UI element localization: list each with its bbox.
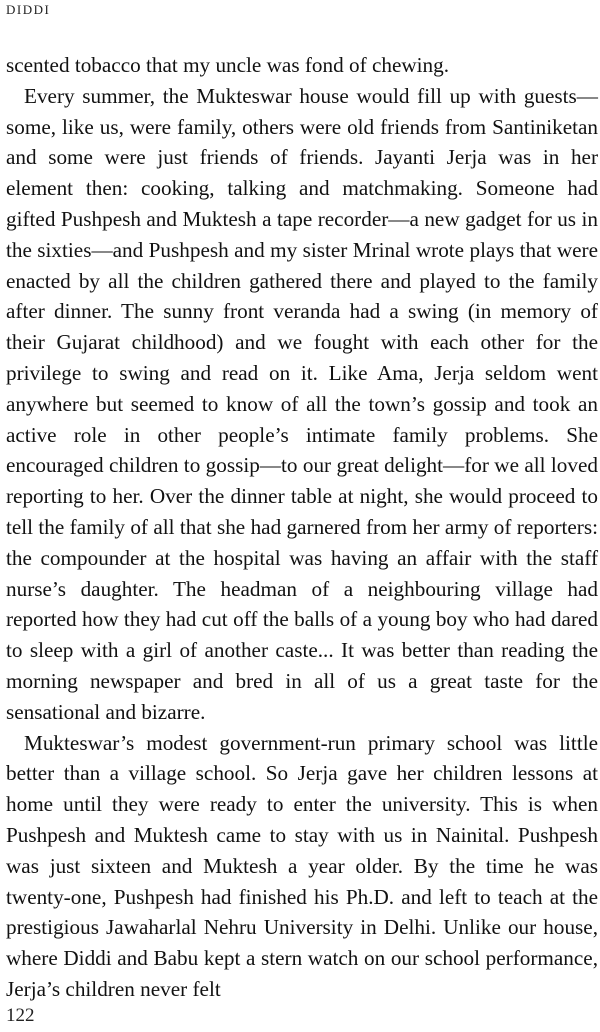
page-number: 122	[6, 1005, 35, 1026]
paragraph-school: Mukteswar’s modest government-run primary school was little better than a village school. So Jerja gave her children lessons at home until they were ready to enter the university. This is when Pushpesh and Muktesh came to stay with us in Nainital. Pushpesh was just sixteen and Muktesh a year older. By the time he was twenty-one, Pushpesh had finished his Ph.D. and left to teach at the prestigious Jawaharlal Nehru University in Delhi. Unlike our house, where Diddi and Babu kept a stern watch on our school performance, Jerja’s children never felt	[6, 730, 598, 1001]
paragraph-continuation: scented tobacco that my uncle was fond of chewing.	[6, 53, 450, 77]
body-text	[6, 50, 598, 1005]
running-head: DIDDI	[6, 2, 51, 17]
paragraph-mukteswar-summer: Every summer, the Mukteswar house would fill up with guests—some, like us, were family, others were old friends from Santiniketan and some were just friends of friends. Jayanti Jerja was in her element then: cooking, talking and matchmaking. Someone had gifted Pushpesh and Muktesh a tape recorder—a new gadget for us in the sixties—and Pushpesh and my sister Mrinal wrote plays that were enacted by all the children gathered there and played to the family after dinner. The sunny front veranda had a swing (in memory of their Gujarat childhood) and we fought with each other for the privilege to swing and read on it. Like Ama, Jerja seldom went anywhere but seemed to know of all the town’s gossip and took an active role in other people’s intimate family problems. She encouraged children to gossip—to our great delight—for we all loved reporting to her. Over the dinner table at night, she would proceed to tell the family of all that she had garnered from her army of reporters: the compounder at the hospital was having an affair with the staff nurse’s daughter. The headman of a neighbouring village had reported how they had cut off the balls of a young boy who had dared to sleep with a girl of another caste... It was better than reading the morning newspaper and bred in all of us a great taste for the sensational and bizarre.	[6, 83, 598, 724]
